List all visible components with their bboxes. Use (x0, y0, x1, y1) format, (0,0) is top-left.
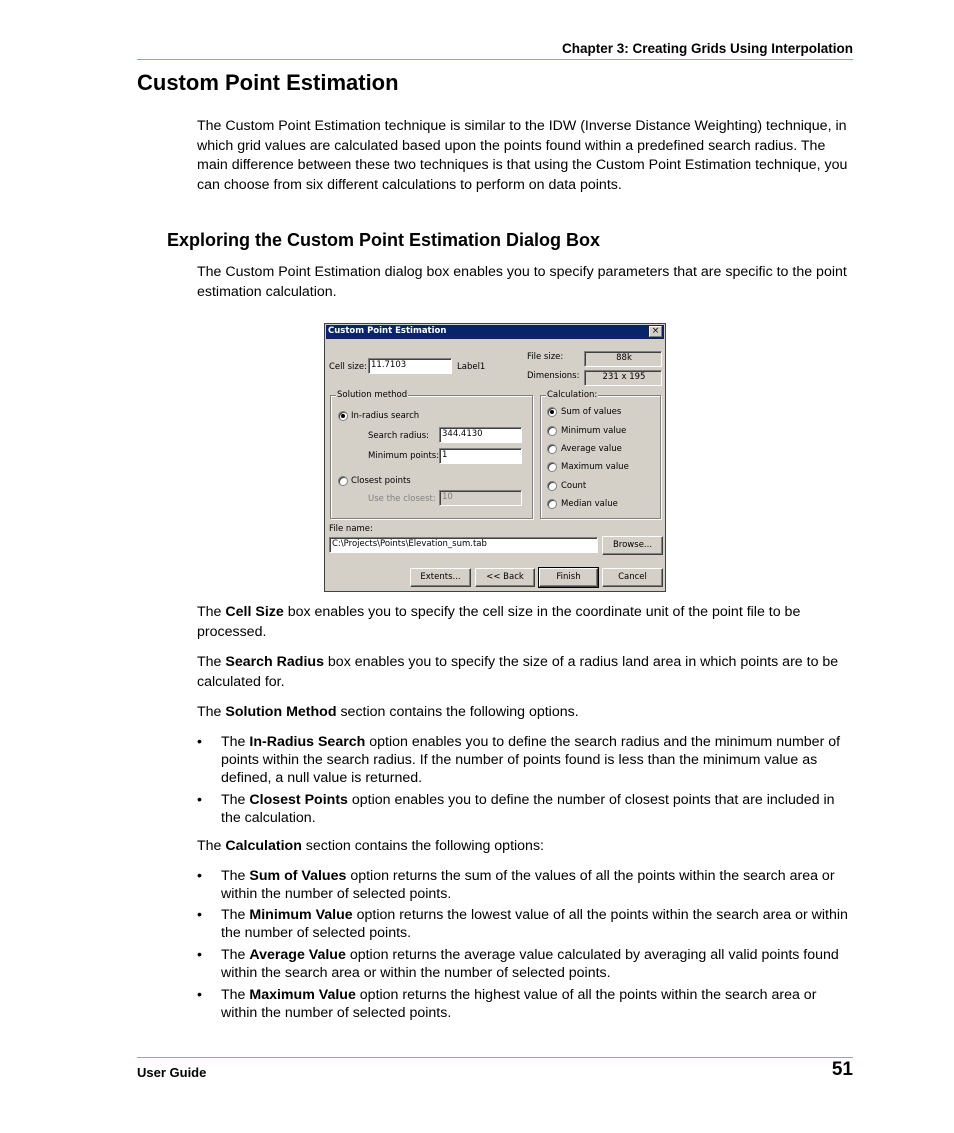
cancel-button[interactable]: Cancel (602, 568, 663, 587)
extents-button[interactable]: Extents... (410, 568, 471, 587)
solution-method-group (330, 390, 533, 519)
bullet-term: In-Radius Search (249, 734, 366, 750)
bullet-term: Sum of Values (249, 868, 347, 884)
solution-method-caption: Solution method (337, 390, 408, 400)
median-value-radio[interactable] (547, 499, 557, 509)
page-footer (137, 1057, 853, 1087)
bullet-term: Minimum Value (249, 907, 353, 923)
back-button[interactable]: << Back (475, 568, 535, 587)
bullet-term: Closest Points (249, 792, 348, 808)
calc-option-label: Minimum value (561, 426, 627, 436)
count-radio[interactable] (547, 481, 557, 491)
solution-method-term: Solution Method (225, 704, 337, 720)
average-value-radio[interactable] (547, 444, 557, 454)
browse-button[interactable]: Browse... (602, 536, 663, 555)
file-name-input[interactable]: C:\Projects\Points\Elevation_sum.tab (329, 537, 598, 553)
cell-size-input[interactable]: 11.7103 (368, 358, 452, 374)
calc-option-label: Maximum value (561, 462, 629, 472)
page-title: Custom Point Estimation (137, 70, 399, 95)
in-radius-radio[interactable] (338, 411, 348, 421)
calculation-paragraph: The Calculation section contains the following options: (197, 838, 544, 854)
maximum-value-radio[interactable] (547, 462, 557, 472)
dialog-title-bar (326, 325, 664, 339)
chapter-title: Chapter 3: Creating Grids Using Interpolation (561, 41, 853, 56)
dimensions-label: Dimensions: (527, 371, 580, 381)
search-radius-input[interactable]: 344.4130 (439, 427, 522, 443)
bullet-marker: • (197, 734, 202, 750)
sum-of-values-radio[interactable] (547, 407, 557, 417)
bullet-marker: • (197, 987, 202, 1003)
closest-points-radio[interactable] (338, 476, 348, 486)
search-radius-label: Search radius: (368, 431, 430, 441)
calculation-group (540, 390, 661, 519)
closest-points-label: Closest points (351, 476, 411, 486)
page-number: 51 (831, 1059, 853, 1080)
bullet-marker: • (197, 947, 202, 963)
finish-button[interactable]: Finish (539, 568, 598, 587)
dimensions-value: 231 x 195 (584, 370, 662, 386)
minimum-points-input[interactable]: 1 (439, 448, 522, 464)
calculation-caption: Calculation: (547, 390, 598, 400)
section-intro-paragraph: The Custom Point Estimation dialog box enables you to specify parameters that are specific to the point estimation calculation. (197, 264, 847, 300)
search-radius-paragraph: The Search Radius box enables you to specify the size of a radius land area in which points are to be calculated for. (197, 654, 839, 690)
file-size-value: 88k (584, 351, 662, 367)
bullet-term: Maximum Value (249, 987, 356, 1003)
solution-method-paragraph: The Solution Method section contains the following options. (197, 704, 579, 720)
bullet-marker: • (197, 868, 202, 884)
footer-label: User Guide (137, 1065, 207, 1080)
close-icon[interactable]: × (649, 326, 662, 337)
cell-size-label: Cell size: (329, 362, 367, 372)
bullet-term: Average Value (249, 947, 346, 963)
bullet-marker: • (197, 792, 202, 808)
intro-paragraph: The Custom Point Estimation technique is similar to the IDW (Inverse Distance Weighting) technique, in which grid values are calculated based upon the points found within a predefined search radius. The main difference between these two techniques is that using the Custom Point Estimation technique, you can choose from six different calculations to perform on data points. (197, 118, 848, 194)
minimum-points-label: Minimum points: (368, 451, 440, 461)
running-header (137, 41, 853, 60)
use-closest-input[interactable]: 10 (439, 490, 522, 506)
in-radius-label: In-radius search (351, 411, 420, 421)
custom-point-estimation-dialog (324, 323, 666, 592)
cell-size-term: Cell Size (225, 604, 284, 620)
dialog-title: Custom Point Estimation (328, 326, 447, 336)
minimum-value-radio[interactable] (547, 426, 557, 436)
calc-option-label: Average value (561, 444, 622, 454)
calc-option-label: Sum of values (561, 407, 622, 417)
calc-option-label: Count (561, 481, 587, 491)
file-size-label: File size: (527, 352, 564, 362)
bullet-marker: • (197, 907, 202, 923)
calculation-term: Calculation (225, 838, 302, 854)
calc-option-label: Median value (561, 499, 618, 509)
use-closest-label: Use the closest: (368, 494, 436, 504)
cell-size-unit-label: Label1 (457, 362, 486, 372)
section-heading: Exploring the Custom Point Estimation Dialog Box (167, 230, 601, 250)
cell-size-paragraph: The Cell Size box enables you to specify the cell size in the coordinate unit of the point file to be processed. (197, 604, 801, 640)
file-name-label: File name: (329, 524, 373, 534)
search-radius-term: Search Radius (225, 654, 324, 670)
